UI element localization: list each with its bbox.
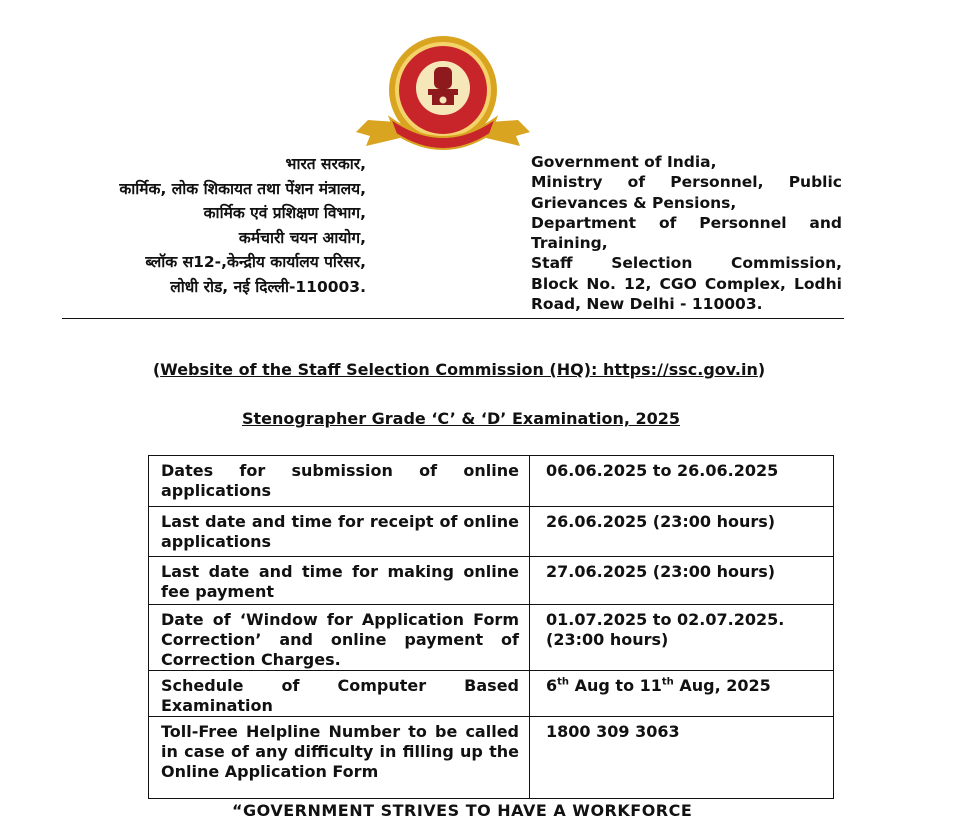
english-address-line: Grievances & Pensions,: [531, 193, 737, 212]
website-close-paren: ): [757, 360, 766, 379]
schedule-value: [530, 671, 834, 717]
schedule-value: [530, 605, 834, 671]
schedule-label: Last date and time for receipt of online applications: [149, 507, 530, 557]
website-line: [0, 360, 918, 379]
schedule-label: Dates for submission of online applications: [149, 456, 530, 507]
hindi-address-line: कर्मचारी चयन आयोग,: [238, 228, 366, 247]
english-address-line: Staff Selection Commission,: [531, 254, 842, 273]
schedule-label: Date of ‘Window for Application Form Correction’ and online payment of Correction Charges.: [149, 605, 530, 671]
schedule-label: Last date and time for making online fee payment: [149, 557, 530, 605]
schedule-value: 06.06.2025 to 26.06.2025: [530, 456, 834, 507]
schedule-label: Toll-Free Helpline Number to be called in case of any difficulty in filling up the Online Application Form: [149, 717, 530, 799]
hindi-address-line: भारत सरकार,: [285, 155, 366, 173]
english-address-block: [531, 152, 842, 314]
table-row: [149, 671, 834, 717]
hindi-address-line: ब्लॉक स12-,केन्द्रीय कार्यालय परिसर,: [145, 253, 366, 271]
ordinal-suffix: th: [557, 676, 570, 688]
ssc-emblem-icon: [356, 34, 530, 154]
table-row: [149, 717, 834, 799]
table-row: [149, 605, 834, 671]
schedule-label: Schedule of Computer Based Examination: [149, 671, 530, 717]
ordinal-suffix: th: [661, 676, 674, 688]
english-address-line: Government of India,: [531, 153, 717, 171]
exam-date-end: Aug, 2025: [673, 676, 771, 695]
schedule-value-line: 01.07.2025 to 02.07.2025.: [546, 610, 785, 629]
english-address-line: Department of Personnel and: [531, 213, 842, 232]
hindi-address-line: कार्मिक, लोक शिकायत तथा पेंशन मंत्रालय,: [119, 179, 366, 198]
table-row: [149, 507, 834, 557]
schedule-table: [148, 455, 834, 799]
table-row: [149, 456, 834, 507]
website-link[interactable]: Website of the Staff Selection Commission (HQ): https://ssc.gov.in: [160, 360, 758, 379]
hindi-address-line: लोधी रोड, नई दिल्ली-110003.: [170, 277, 366, 296]
hindi-address-line: कार्मिक एवं प्रशिक्षण विभाग,: [203, 204, 366, 222]
footer-slogan: “GOVERNMENT STRIVES TO HAVE A WORKFORCE: [232, 801, 693, 820]
schedule-value-line: (23:00 hours): [546, 630, 669, 649]
table-row: [149, 557, 834, 605]
hindi-address-block: [60, 152, 366, 299]
english-address-line: Training,: [531, 234, 608, 253]
exam-start-day: 6: [546, 676, 558, 695]
english-address-line: Road, New Delhi - 110003.: [531, 295, 763, 314]
english-address-line: Ministry of Personnel, Public: [531, 173, 842, 192]
schedule-value: 26.06.2025 (23:00 hours): [530, 507, 834, 557]
helpline-number: 1800 309 3063: [530, 717, 834, 799]
website-open-paren: (: [152, 360, 161, 379]
english-address-line: Block No. 12, CGO Complex, Lodhi: [531, 274, 842, 293]
header-divider: [62, 318, 844, 319]
schedule-value: 27.06.2025 (23:00 hours): [530, 557, 834, 605]
exam-date-mid: Aug to 11: [569, 676, 662, 695]
exam-title: Stenographer Grade ‘C’ & ‘D’ Examination, 2025: [241, 409, 681, 428]
